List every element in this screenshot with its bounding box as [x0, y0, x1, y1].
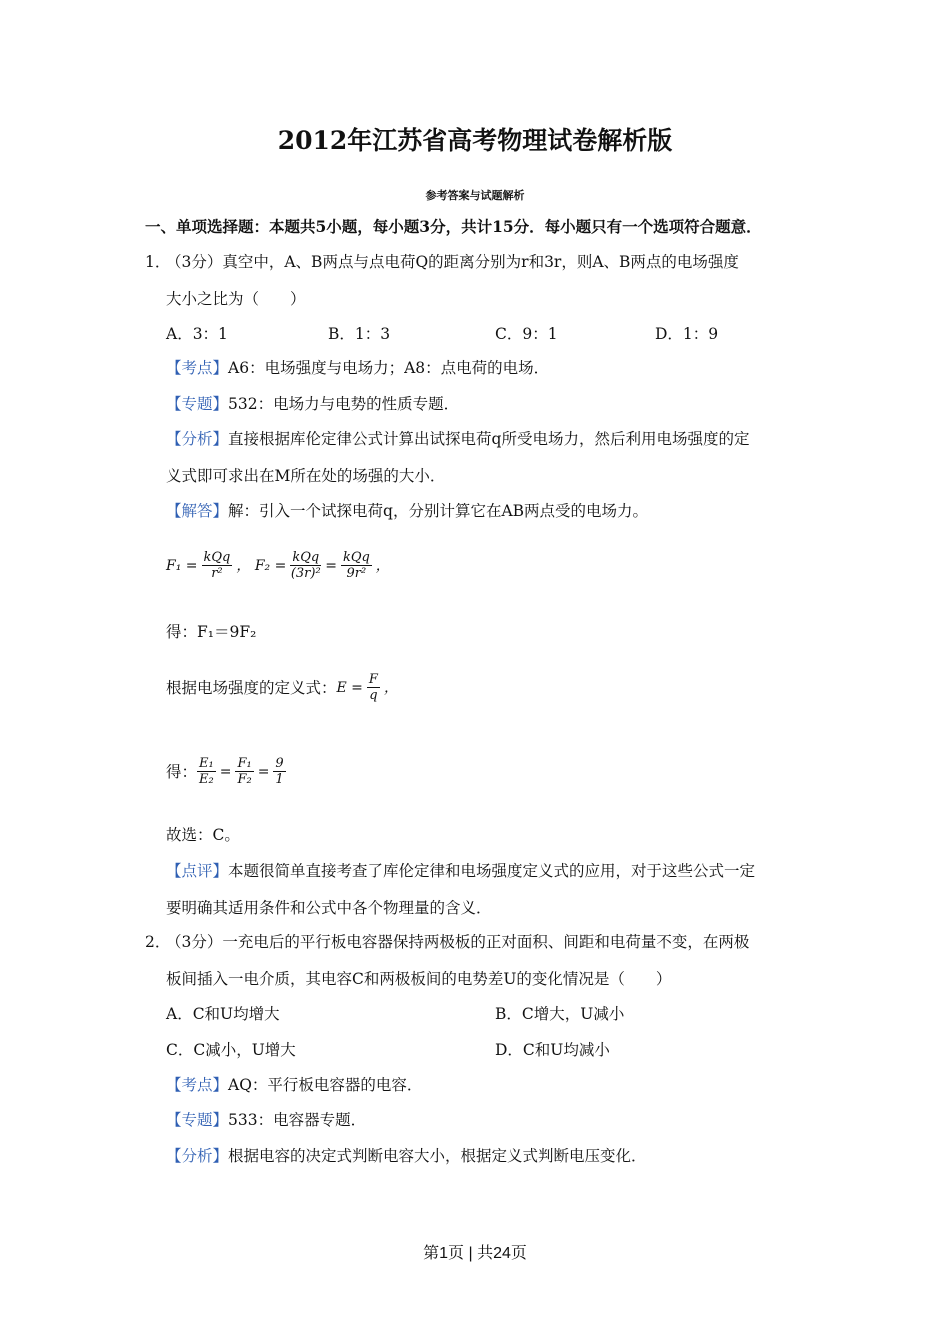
zhuanti-tag: 【专题】 [166, 1111, 229, 1129]
denominator: 9r² [346, 566, 367, 581]
equals: = [257, 763, 270, 780]
numerator: F₁ [237, 756, 252, 771]
q1-stem-line2: 大小之比为（ ） [166, 290, 306, 308]
q2-kaodian [166, 1075, 422, 1095]
fraction [341, 550, 372, 581]
q2-option-d: D．C和U均减小 [495, 1041, 610, 1059]
equals: = [219, 763, 232, 780]
zhuanti-text: 532：电场力与电势的性质专题． [228, 395, 460, 413]
q1-fenxi-line2: 义式即可求出在M所在处的场强的大小． [166, 467, 446, 485]
fenxi-text: 直接根据库伦定律公式计算出试探电荷q所受电场力，然后利用电场强度的定 [228, 430, 750, 448]
q2-option-c: C．C减小，U增大 [166, 1041, 296, 1059]
kaodian-tag: 【考点】 [166, 359, 229, 377]
q1-dianping [166, 861, 755, 881]
denominator: F₂ [237, 772, 252, 787]
result-label: 得： [166, 762, 198, 781]
q2-fenxi [166, 1146, 647, 1166]
q1-answer: 故选：C。 [166, 826, 240, 844]
fraction [235, 756, 253, 787]
kaodian-tag: 【考点】 [166, 1076, 229, 1094]
denominator: (3r)² [290, 566, 321, 581]
q2-stem-line1: （3分）一充电后的平行板电容器保持两极板的正对面积、间距和电荷量不变，在两极 [166, 933, 750, 951]
q1-zhuanti [166, 394, 459, 414]
q1-number: 1． [145, 253, 171, 271]
section-heading: 一、单项选择题：本题共5小题，每小题3分，共计15分．每小题只有一个选项符合题意． [145, 217, 762, 236]
fenxi-tag: 【分析】 [166, 430, 229, 448]
punct: ， [383, 679, 398, 696]
formula-e [337, 672, 398, 703]
q1-kaodian [166, 358, 549, 378]
q2-option-a: A．C和U均增大 [166, 1005, 280, 1023]
numerator: kQq [203, 550, 231, 565]
dianping-text: 本题很简单直接考查了库伦定律和电场强度定义式的应用，对于这些公式一定 [228, 862, 756, 880]
numerator: 9 [275, 756, 284, 771]
kaodian-text: AQ：平行板电容器的电容． [228, 1076, 423, 1094]
jieda-text: 解：引入一个试探电荷q，分别计算它在AB两点受的电场力。 [228, 502, 649, 520]
f2-lhs: ， F₂ = [236, 557, 287, 574]
formula-force [166, 550, 390, 581]
q1-definition [166, 672, 398, 703]
denominator: 1 [275, 772, 284, 787]
numerator: F [368, 672, 378, 687]
fraction [273, 756, 285, 787]
q1-option-d: D．1：9 [655, 325, 719, 343]
q1-jieda [166, 501, 648, 521]
q2-option-b: B．C增大，U减小 [495, 1005, 625, 1023]
q1-option-b: B．1：3 [328, 325, 391, 343]
zhuanti-text: 533：电容器专题． [228, 1111, 367, 1129]
q2-zhuanti [166, 1110, 366, 1130]
jieda-tag: 【解答】 [166, 502, 229, 520]
fraction [197, 756, 216, 787]
q1-option-c: C．9：1 [495, 325, 558, 343]
numerator: kQq [292, 550, 320, 565]
q1-dianping-line2: 要明确其适用条件和公式中各个物理量的含义． [166, 899, 492, 917]
fraction [367, 672, 380, 703]
numerator: kQq [342, 550, 370, 565]
subtitle: 参考答案与试题解析 [425, 189, 525, 202]
q1-fenxi [166, 429, 749, 449]
kaodian-text: A6：电场强度与电场力；A8：点电荷的电场． [228, 359, 550, 377]
definition-text: 根据电场强度的定义式： [166, 678, 337, 697]
q2-number: 2． [145, 933, 171, 951]
e-lhs: E = [336, 679, 363, 696]
page-footer: 第1页 | 共24页 [423, 1245, 527, 1262]
denominator: r² [211, 566, 223, 581]
q1-option-a: A．3：1 [166, 325, 228, 343]
punct: ， [375, 557, 390, 574]
f1-lhs: F₁ = [166, 557, 198, 574]
numerator: E₁ [199, 756, 214, 771]
denominator: E₂ [199, 772, 214, 787]
fraction [202, 550, 233, 581]
q1-result2 [166, 756, 286, 787]
fenxi-tag: 【分析】 [166, 1147, 229, 1165]
fraction [290, 550, 321, 581]
formula-ratio [197, 756, 286, 787]
q1-result1: 得：F₁＝9F₂ [166, 623, 257, 641]
zhuanti-tag: 【专题】 [166, 395, 229, 413]
denominator: q [369, 688, 378, 703]
dianping-tag: 【点评】 [166, 862, 229, 880]
page-title: 2012年江苏省高考物理试卷解析版 [277, 126, 673, 155]
equals: = [325, 557, 337, 574]
fenxi-text: 根据电容的决定式判断电容大小，根据定义式判断电压变化． [228, 1147, 647, 1165]
q2-stem-line2: 板间插入一电介质，其电容C和两极板间的电势差U的变化情况是（ ） [166, 970, 672, 988]
q1-stem-line1: （3分）真空中，A、B两点与点电荷Q的距离分别为r和3r，则A、B两点的电场强度 [166, 253, 739, 271]
